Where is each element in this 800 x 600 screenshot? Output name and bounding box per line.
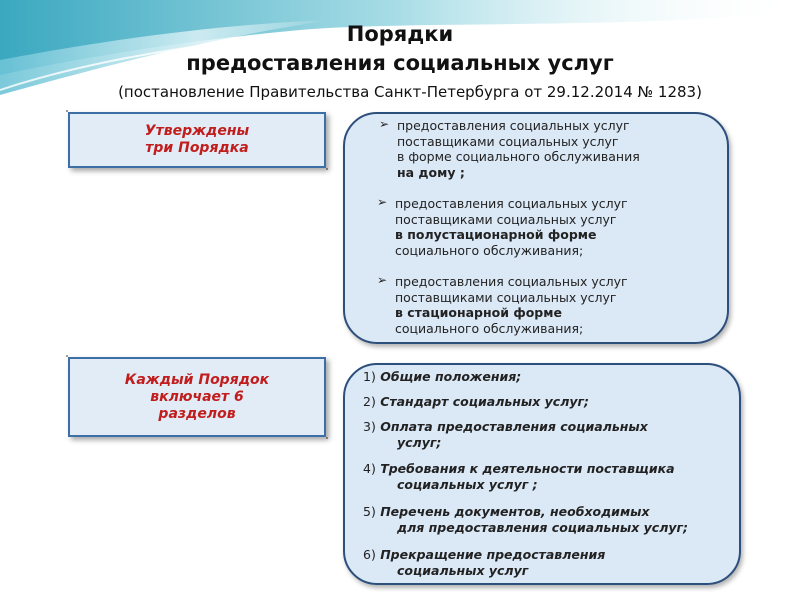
sections-count-box [68,357,326,437]
corner-dot [326,437,328,439]
approved-line-1: Утверждены [144,123,250,139]
sections-line-3: разделов [158,405,236,422]
procedures-list-box [343,112,729,344]
sections-line-2: включает 6 [150,388,244,405]
page-subtitle: предоставления социальных услуг [186,51,614,75]
list-item: 2) Стандарт социальных услуг; [363,394,590,409]
arrow-bullet-icon: ➢ [377,273,388,287]
list-item: 5) Перечень документов, необходимых для предоставления социальных услуг; [363,504,689,535]
approved-line-2: три Порядка [145,140,249,156]
decree-reference: (постановление Правительства Санкт-Петербурга от 29.12.2014 № 1283) [118,83,702,101]
list-item: 4) Требования к деятельности поставщика социальных услуг ; [363,461,675,492]
list-item: 3) Оплата предоставления социальных услуг; [363,419,648,450]
arrow-bullet-icon: ➢ [379,117,390,131]
list-item: 1) Общие положения; [363,369,522,384]
sections-list-box [343,363,741,585]
list-item: ➢ предоставления социальных услуг поставщиками социальных услуг в стационарной форме социального обслуживания; [377,273,628,336]
sections-line-1: Каждый Порядок [124,371,270,388]
page-title: Порядки [346,22,454,46]
arrow-bullet-icon: ➢ [377,195,388,209]
list-item: ➢ предоставления социальных услуг поставщиками социальных услуг в полустационарной форме социального обслуживания; [377,195,628,258]
list-item: ➢ предоставления социальных услуг поставщиками социальных услуг в форме социального обслуживания на дому ; [379,117,640,180]
approved-procedures-box [68,112,326,168]
corner-dot [326,168,328,170]
list-item: 6) Прекращение предоставления социальных услуг [363,547,606,578]
